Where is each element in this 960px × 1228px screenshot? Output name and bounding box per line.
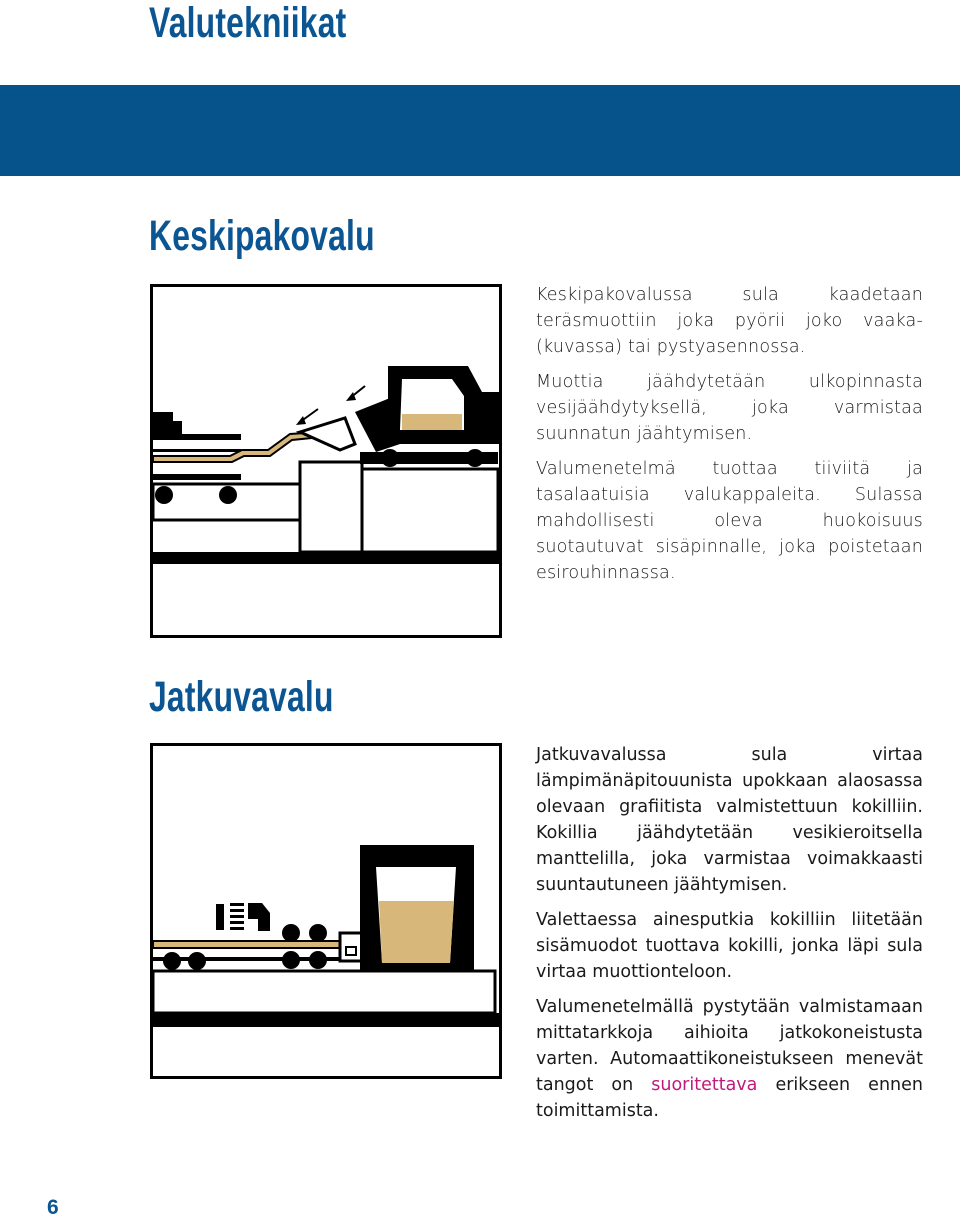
- paragraph: Valettaessa ainesputkia kokilliin liitetään sisämuodot tuottava kokilli, jonka läpi sula virtaa muottionteloon.: [536, 910, 923, 982]
- section-heading-keskipakovalu: Keskipakovalu: [149, 212, 375, 260]
- main-title: Valutekniikat: [149, 0, 347, 47]
- section-text-keskipakovalu: [536, 282, 923, 595]
- paragraph-text: Valumenetelmällä pystytään valmistamaan mittatarkkoja aihioita jatkokoneistusta varten. Automaattikoneistukseen menevät tangot on: [536, 997, 923, 1095]
- section-text-jatkuvavalu: [536, 742, 923, 1133]
- highlighted-term: suoritettava: [651, 1075, 758, 1095]
- paragraph: Valumenetelmä tuottaa tiiviitä ja tasalaatuisia valukappaleita. Sulassa mahdollisesti oleva huokoisuus suotautuvat sisäpinnalle, joka poistetaan esirouhinnassa.: [536, 459, 923, 583]
- paragraph: Keskipakovalussa sula kaadetaan teräsmuottiin joka pyörii joko vaaka- (kuvassa) tai pystyasennossa.: [536, 285, 923, 357]
- paragraph: Muottia jäähdytetään ulkopinnasta vesijäähdytyksellä, joka varmistaa suunnatun jäähtymisen.: [536, 372, 923, 444]
- section-heading-jatkuvavalu: Jatkuvavalu: [149, 673, 334, 721]
- continuous-casting-illustration: [150, 743, 502, 1079]
- page-number: 6: [47, 1196, 59, 1219]
- paragraph-text: erikseen ennen toimittamista.: [536, 1075, 923, 1121]
- centrifugal-casting-illustration: [150, 284, 502, 638]
- header-band: [0, 85, 960, 176]
- paragraph: Jatkuvavalussa sula virtaa lämpimänäpitouunista upokkaan alaosassa olevaan grafiitista valmistettuun kokilliin. Kokillia jäähdytetään vesikieroitsella manttelilla, joka varmistaa voimakkaasti suuntautuneen jäähtymisen.: [536, 745, 923, 895]
- paragraph: [536, 994, 923, 1124]
